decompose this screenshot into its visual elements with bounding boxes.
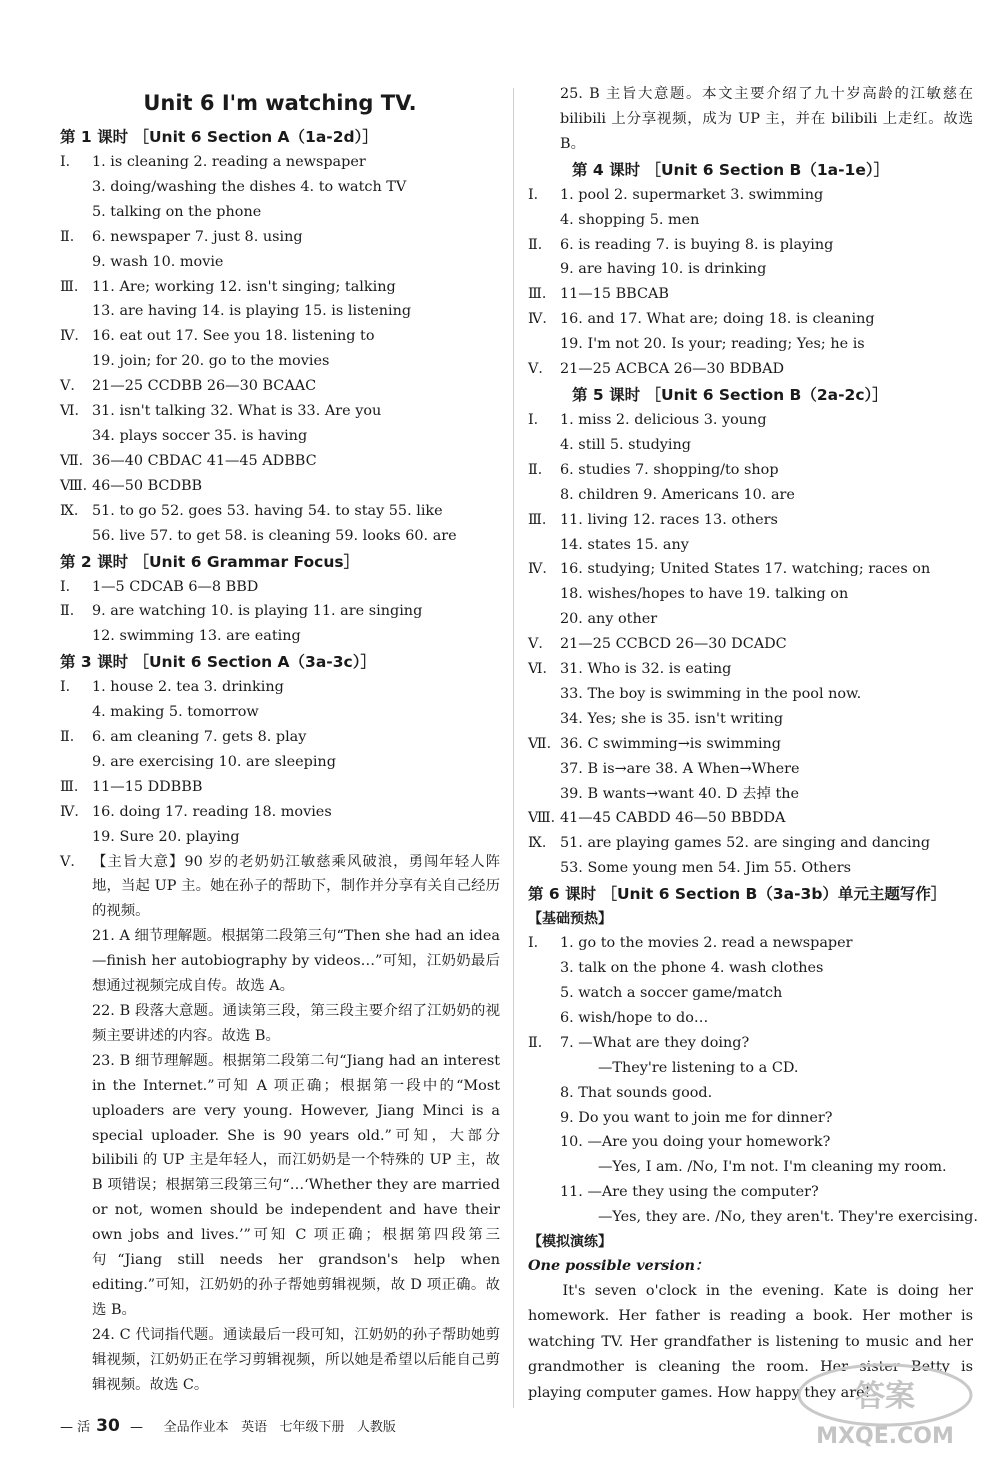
answer-text: 16. eat out 17. See you 18. listening to	[92, 328, 375, 345]
answer-text: 18. wishes/hopes to have 19. talking on	[560, 586, 849, 603]
footer-dash-right: —	[129, 1420, 143, 1435]
paragraph-text: 【主旨大意】90 岁的老奶奶江敏慈乘风破浪，勇闯年轻人阵地，当起 UP 主。她在孙子的帮助下，制作并分享有关自己经历的视频。	[92, 853, 500, 920]
answer-text: 20. any other	[560, 611, 658, 628]
answer-row	[60, 250, 500, 275]
answer-row	[528, 632, 973, 657]
unit-title: Unit 6 I'm watching TV.	[143, 91, 417, 115]
answer-text: 46—50 BCDBB	[92, 477, 203, 494]
answer-row	[528, 981, 973, 1006]
answer-row	[528, 1106, 973, 1131]
subsection-heading: 【模拟演练】	[528, 1234, 612, 1251]
explanation-paragraph: 25. B 主旨大意题。本文主要介绍了九十岁高龄的江敏慈在 bilibili 上分享视频，成为 UP 主，并在 bilibili 上走红。故选 B。	[560, 86, 973, 152]
answer-text: 34. Yes; she is 35. isn't writing	[560, 710, 784, 727]
section-numeral: Ⅸ．	[528, 835, 557, 852]
sample-essay: It's seven o'clock in the evening. Kate is doing her homework. Her father is reading a book. Her mother is watching TV. Her grandfather is listening to music and her grandmother is cleaning the room. Her sister Betty is playing computer games. How happy they are!	[528, 1282, 973, 1401]
answer-text: 9. wash 10. movie	[92, 253, 224, 270]
section-numeral: Ⅵ．	[60, 403, 89, 420]
answer-text: 11. —Are they using the computer?	[560, 1184, 819, 1201]
answer-text: 33. The boy is swimming in the pool now.	[560, 685, 862, 702]
answer-text: 1. go to the movies 2. read a newspaper	[560, 935, 853, 952]
section-numeral: Ⅷ．	[60, 477, 98, 494]
answer-row	[60, 499, 500, 524]
answer-text: 9. are exercising 10. are sleeping	[92, 753, 336, 770]
answer-text: 19. Sure 20. playing	[92, 828, 240, 845]
answer-row	[528, 707, 973, 732]
section-numeral: Ⅴ．	[60, 853, 85, 870]
answer-text: 11. living 12. races 13. others	[560, 511, 778, 528]
answer-row	[528, 1081, 973, 1106]
answer-row	[528, 1006, 973, 1031]
answer-row	[528, 408, 973, 433]
answer-text: 5. talking on the phone	[92, 203, 262, 220]
answer-row	[528, 582, 973, 607]
answer-row	[60, 200, 500, 225]
answer-text: 13. are having 14. is playing 15. is listening	[92, 303, 412, 320]
answer-text: 39. B wants→want 40. D 去掉 the	[560, 785, 800, 802]
column-divider	[513, 88, 514, 1408]
answer-row	[528, 233, 973, 258]
section-numeral: Ⅰ．	[60, 578, 81, 595]
section-numeral: Ⅰ．	[528, 411, 549, 428]
answer-row	[528, 282, 973, 307]
section-numeral: Ⅲ．	[528, 286, 557, 303]
answer-row	[528, 1180, 973, 1205]
answer-row	[528, 931, 973, 956]
footer-edition: 人教版	[356, 1420, 396, 1435]
answer-text: 11—15 DDBBB	[92, 778, 203, 795]
answer-paragraph	[60, 850, 500, 925]
answer-row	[60, 725, 500, 750]
section-numeral: Ⅱ．	[528, 236, 553, 253]
section-numeral: Ⅲ．	[60, 778, 89, 795]
section-numeral: Ⅰ．	[60, 154, 81, 170]
answer-row	[528, 183, 973, 208]
answer-text: 4. still 5. studying	[560, 436, 692, 453]
answer-row	[60, 324, 500, 349]
answer-text: 16. studying; United States 17. watching; races on	[560, 561, 931, 578]
answer-row	[60, 374, 500, 399]
answer-text: 16. doing 17. reading 18. movies	[92, 803, 332, 820]
answer-row	[528, 433, 973, 458]
answer-text: 16. and 17. What are; doing 18. is cleaning	[560, 311, 875, 328]
section-numeral: Ⅸ．	[60, 502, 89, 519]
footer-series: 全品作业本	[163, 1420, 229, 1435]
answer-text: 6. wish/hope to do…	[560, 1009, 709, 1026]
answer-row	[60, 474, 500, 499]
section-numeral: Ⅱ．	[60, 603, 85, 620]
answer-text: 11. Are; working 12. isn't singing; talking	[92, 278, 396, 295]
answer-row	[528, 257, 973, 282]
left-column	[60, 82, 500, 1398]
section-numeral: Ⅱ．	[528, 461, 553, 478]
lesson-heading: 第 4 课时 ［Unit 6 Section B（1a-1e）］	[572, 160, 890, 179]
section-numeral: Ⅲ．	[60, 278, 89, 295]
lesson-heading: 第 6 课时 ［Unit 6 Section B（3a-3b）单元主题写作］	[528, 885, 947, 904]
dialogue-line: —They're listening to a CD.	[598, 1059, 799, 1076]
answer-row	[60, 524, 500, 549]
answer-text: 6. am cleaning 7. gets 8. play	[92, 729, 307, 746]
answer-text: 51. to go 52. goes 53. having 54. to stay 55. like	[92, 502, 443, 519]
page-footer	[60, 1416, 396, 1436]
section-numeral: Ⅵ．	[528, 661, 557, 678]
answer-text: 7. —What are they doing?	[560, 1034, 750, 1051]
answer-row	[60, 800, 500, 825]
dialogue-line: —Yes, they are. /No, they aren't. They're exercising.	[598, 1209, 978, 1226]
answer-row	[60, 750, 500, 775]
section-numeral: Ⅰ．	[528, 186, 549, 203]
answer-row	[60, 275, 500, 300]
answer-text: 1. pool 2. supermarket 3. swimming	[560, 186, 824, 203]
answer-row	[528, 1031, 973, 1056]
footer-dash-left: —	[60, 1420, 73, 1435]
answer-row	[60, 424, 500, 449]
answer-row	[528, 357, 973, 382]
section-numeral: Ⅳ．	[60, 803, 89, 820]
answer-row	[60, 675, 500, 700]
answer-text: 36—40 CBDAC 41—45 ADBBC	[92, 452, 317, 469]
answer-text: 4. shopping 5. men	[560, 211, 700, 228]
answer-text: 19. I'm not 20. Is your; reading; Yes; he is	[560, 336, 865, 353]
lesson-heading: 第 1 课时 ［Unit 6 Section A（1a-2d）］	[60, 128, 378, 146]
answer-text: 3. talk on the phone 4. wash clothes	[560, 960, 824, 977]
answer-text: 21—25 CCDBB 26—30 BCAAC	[92, 378, 317, 395]
answer-text: 8. children 9. Americans 10. are	[560, 486, 795, 503]
answer-text: 11—15 BBCAB	[560, 286, 669, 303]
lesson-heading: 第 2 课时 ［Unit 6 Grammar Focus］	[60, 552, 360, 571]
answer-row	[528, 831, 973, 856]
right-column	[528, 82, 978, 1406]
answer-row	[528, 657, 973, 682]
lesson-heading: 第 5 课时 ［Unit 6 Section B（2a-2c）］	[572, 385, 888, 404]
answer-row	[60, 399, 500, 424]
answer-row	[528, 607, 973, 632]
section-numeral: Ⅰ．	[528, 935, 549, 952]
explanation-paragraph: 21. A 细节理解题。根据第二段第三句“Then she had an idea—finish her autobiography by videos…”可知，江奶奶最后想通过视频完成自传。故选 A。	[92, 928, 500, 995]
answer-row	[60, 775, 500, 800]
answer-text: 34. plays soccer 35. is having	[92, 427, 308, 444]
answer-row	[528, 483, 973, 508]
answer-text: 31. Who is 32. is eating	[560, 661, 732, 678]
section-numeral: Ⅶ．	[528, 735, 561, 752]
answer-text: 3. doing/washing the dishes 4. to watch TV	[92, 178, 407, 195]
version-label: One possible version：	[528, 1257, 710, 1275]
answer-text: 37. B is→are 38. A When→Where	[560, 760, 800, 777]
answer-row	[60, 175, 500, 200]
answer-row	[528, 307, 973, 332]
answer-row	[528, 757, 973, 782]
answer-row	[528, 732, 973, 757]
section-numeral: Ⅰ．	[60, 679, 81, 696]
answer-row	[528, 1130, 973, 1155]
answer-row	[60, 700, 500, 725]
footer-grade: 七年级下册	[279, 1420, 345, 1435]
answer-row	[528, 956, 973, 981]
footer-page-prefix: 活	[77, 1420, 91, 1435]
answer-text: 36. C swimming→is swimming	[560, 735, 782, 752]
section-numeral: Ⅳ．	[60, 328, 89, 345]
answer-text: 14. states 15. any	[560, 536, 689, 553]
answer-text: 10. —Are you doing your homework?	[560, 1134, 831, 1151]
answer-text: 41—45 CABDD 46—50 BBDDA	[560, 810, 786, 827]
answer-row	[60, 624, 500, 649]
answer-row	[528, 806, 973, 831]
answer-row	[60, 225, 500, 250]
answer-text: 21—25 CCBCD 26—30 DCADC	[560, 636, 787, 653]
section-numeral: Ⅲ．	[528, 511, 557, 528]
answer-row	[528, 533, 973, 558]
answer-row	[60, 599, 500, 624]
answer-row	[60, 825, 500, 850]
section-numeral: Ⅱ．	[60, 228, 85, 245]
answer-text: 53. Some young men 54. Jim 55. Others	[560, 860, 851, 877]
answer-text: 6. studies 7. shopping/to shop	[560, 461, 779, 478]
lesson-heading: 第 3 课时 ［Unit 6 Section A（3a-3c）］	[60, 653, 376, 672]
section-numeral: Ⅱ．	[528, 1034, 553, 1051]
answer-text: 51. are playing games 52. are singing and dancing	[560, 835, 931, 852]
answer-row	[528, 782, 973, 807]
section-numeral: Ⅴ．	[60, 378, 85, 395]
answer-row	[528, 458, 973, 483]
answer-text: 8. That sounds good.	[560, 1084, 713, 1101]
answer-row	[528, 332, 973, 357]
answer-row	[60, 575, 500, 600]
answer-text: 31. isn't talking 32. What is 33. Are you	[92, 403, 382, 420]
section-numeral: Ⅱ．	[60, 729, 85, 746]
answer-row	[528, 557, 973, 582]
answer-row	[60, 349, 500, 374]
watermark-top-text: 答案	[855, 1379, 915, 1414]
answer-text: 6. newspaper 7. just 8. using	[92, 228, 303, 245]
page-number: 30	[96, 1416, 120, 1436]
answer-text: 1—5 CDCAB 6—8 BBD	[92, 578, 259, 595]
answer-text: 1. house 2. tea 3. drinking	[92, 679, 284, 696]
answer-text: 19. join; for 20. go to the movies	[92, 353, 330, 370]
section-numeral: Ⅶ．	[60, 452, 93, 469]
answer-text: 56. live 57. to get 58. is cleaning 59. looks 60. are	[92, 527, 457, 544]
watermark-bottom-text: MXQE.COM	[816, 1424, 954, 1449]
answer-text: 12. swimming 13. are eating	[92, 628, 301, 645]
dialogue-line: —Yes, I am. /No, I'm not. I'm cleaning my room.	[598, 1159, 947, 1176]
section-numeral: Ⅴ．	[528, 361, 553, 378]
answer-row	[528, 682, 973, 707]
subsection-heading: 【基础预热】	[528, 911, 612, 928]
answer-row	[60, 299, 500, 324]
answer-text: 5. watch a soccer game/match	[560, 985, 783, 1001]
answer-text: 1. is cleaning 2. reading a newspaper	[92, 154, 366, 170]
answer-text: 9. are having 10. is drinking	[560, 261, 767, 278]
answer-text: 9. Do you want to join me for dinner?	[560, 1109, 833, 1126]
answer-text: 9. are watching 10. is playing 11. are singing	[92, 603, 423, 620]
watermark-logo	[790, 1359, 980, 1449]
explanation-paragraph: 24. C 代词指代题。通读最后一段可知，江奶奶的孙子帮助她剪辑视频，江奶奶正在学习剪辑视频，所以她是希望以后能自己剪辑视频。故选 C。	[92, 1326, 500, 1393]
explanation-paragraph: 22. B 段落大意题。通读第三段，第三段主要介绍了江奶奶的视频主要讲述的内容。故选 B。	[92, 1003, 500, 1044]
answer-row	[60, 449, 500, 474]
explanation-paragraph: 23. B 细节理解题。根据第二段第二句“Jiang had an interest in the Internet.”可知 A 项正确；根据第一段中的“Most uploaders are very young. However, Jiang Minci is a special uploader. She is 90 years old.”可知，大部分 bilibili 的 UP 主是年轻人，而江奶奶是一个特殊的 UP 主，故 B 项错误；根据第三段第三句“…‘Whether they are married or not, women should be independent and have their own jobs and lives.’”可知 C 项正确；根据第四段第三句“Jiang still needs her grandson's help when editing.”可知，江奶奶的孙子帮她剪辑视频，故 D 项正确。故选 B。	[92, 1052, 500, 1318]
answer-row	[528, 208, 973, 233]
answer-text: 1. miss 2. delicious 3. young	[560, 411, 767, 428]
answer-row	[60, 150, 500, 175]
answer-text: 21—25 ACBCA 26—30 BDBAD	[560, 361, 785, 378]
section-numeral: Ⅴ．	[528, 636, 553, 653]
section-numeral: Ⅷ．	[528, 810, 566, 827]
footer-subject: 英语	[241, 1420, 268, 1435]
section-numeral: Ⅳ．	[528, 561, 557, 578]
answer-row	[528, 508, 973, 533]
answer-row	[528, 856, 973, 881]
answer-text: 4. making 5. tomorrow	[92, 704, 259, 721]
section-numeral: Ⅳ．	[528, 311, 557, 328]
answer-text: 6. is reading 7. is buying 8. is playing	[560, 236, 834, 253]
